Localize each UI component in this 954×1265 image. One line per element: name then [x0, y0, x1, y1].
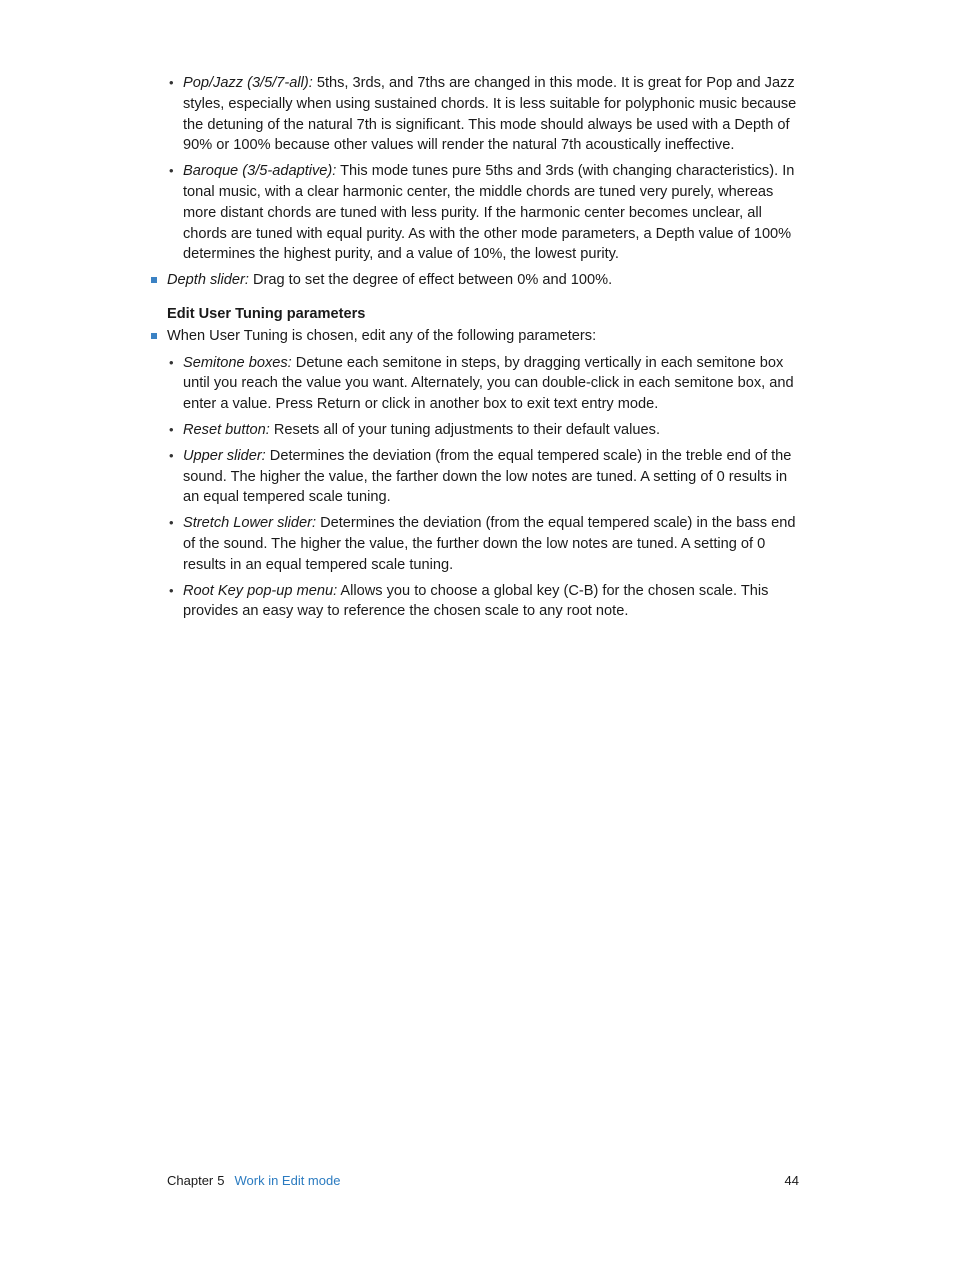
item-description: Resets all of your tuning adjustments to their default values. [269, 421, 661, 438]
list-item-reset-button [169, 420, 799, 441]
bullet-dot: • [169, 163, 174, 179]
bullet-dot: • [169, 582, 174, 598]
list-item-semitone-boxes [169, 353, 799, 415]
list-item-pop-jazz [169, 73, 799, 156]
page-content [0, 0, 954, 627]
term-label: Stretch Lower slider: [183, 515, 317, 532]
user-tuning-parameters-list [0, 347, 954, 623]
list-item-stretch-lower-slider [169, 513, 799, 575]
item-description: Determines the deviation (from the equal tempered scale) in the treble end of the sound. The higher the value, the farther down the low notes are tuned. A setting of 0 results in an equal tempered scale tuning. [183, 447, 792, 506]
list-item-upper-slider [169, 446, 799, 508]
mode-options-list [0, 0, 954, 265]
chapter-title-link[interactable]: Work in Edit mode [234, 1173, 341, 1188]
bullet-dot: • [169, 75, 174, 90]
bullet-dot: • [169, 515, 174, 531]
item-description: Allows you to choose a global key (C-B) for the chosen scale. This provides an easy way to reference the chosen scale to any root note. [183, 582, 769, 620]
term-label: Semitone boxes: [183, 354, 292, 371]
page-number: 44 [784, 1173, 799, 1188]
list-item-baroque [169, 161, 799, 265]
item-description: Determines the deviation (from the equal tempered scale) in the bass end of the sound. The higher the value, the further down the low notes are tuned. A setting of 0 results in an equal tempered scale tuning. [183, 515, 796, 573]
page-footer [167, 1172, 799, 1190]
item-description: When User Tuning is chosen, edit any of the following parameters: [167, 327, 597, 344]
item-description: 5ths, 3rds, and 7ths are changed in this mode. It is great for Pop and Jazz styles, especially when using sustained chords. It is less suitable for polyphonic music because the detuning of the natural 7th is significant. This mode should always be used with a Depth of 90% or 100% because other values will render the natural 7th acoustically ineffective. [183, 75, 797, 154]
bullet-dot: • [169, 354, 174, 370]
list-item-depth-slider [167, 270, 799, 291]
chapter-number: 5 [217, 1173, 225, 1188]
list-item-root-key-menu [169, 581, 799, 623]
term-label: Pop/Jazz (3/5/7-all): [183, 75, 313, 91]
term-label: Depth slider: [167, 272, 249, 289]
term-label: Baroque (3/5-adaptive): [183, 163, 337, 180]
item-description: Drag to set the degree of effect between 0% and 100%. [248, 272, 613, 289]
square-bullet-icon [151, 333, 157, 339]
item-description: Detune each semitone in steps, by dragging vertically in each semitone box until you reach the value you want. Alternately, you can double-click in each semitone box, and enter a value. Press Return or click in another box to exit text entry mode. [183, 354, 794, 413]
chapter-label: Chapter [167, 1173, 214, 1188]
term-label: Upper slider: [183, 447, 266, 464]
square-bullet-icon [151, 277, 157, 283]
term-label: Root Key pop-up menu: [183, 582, 338, 599]
section-subheading: Edit User Tuning parameters [167, 305, 366, 322]
list-item-user-tuning-intro [167, 326, 799, 347]
item-description: This mode tunes pure 5ths and 3rds (with changing characteristics). In tonal music, with a clear harmonic center, the middle chords are tuned very purely, whereas more distant chords are tuned with less purity. If the harmonic center becomes unclear, all chords are tuned with equal purity. As with the other mode parameters, a Depth value of 100% determines the highest purity, and a value of 10%, the lowest purity. [183, 163, 795, 263]
bullet-dot: • [169, 421, 174, 437]
bullet-dot: • [169, 447, 174, 463]
term-label: Reset button: [183, 421, 270, 438]
